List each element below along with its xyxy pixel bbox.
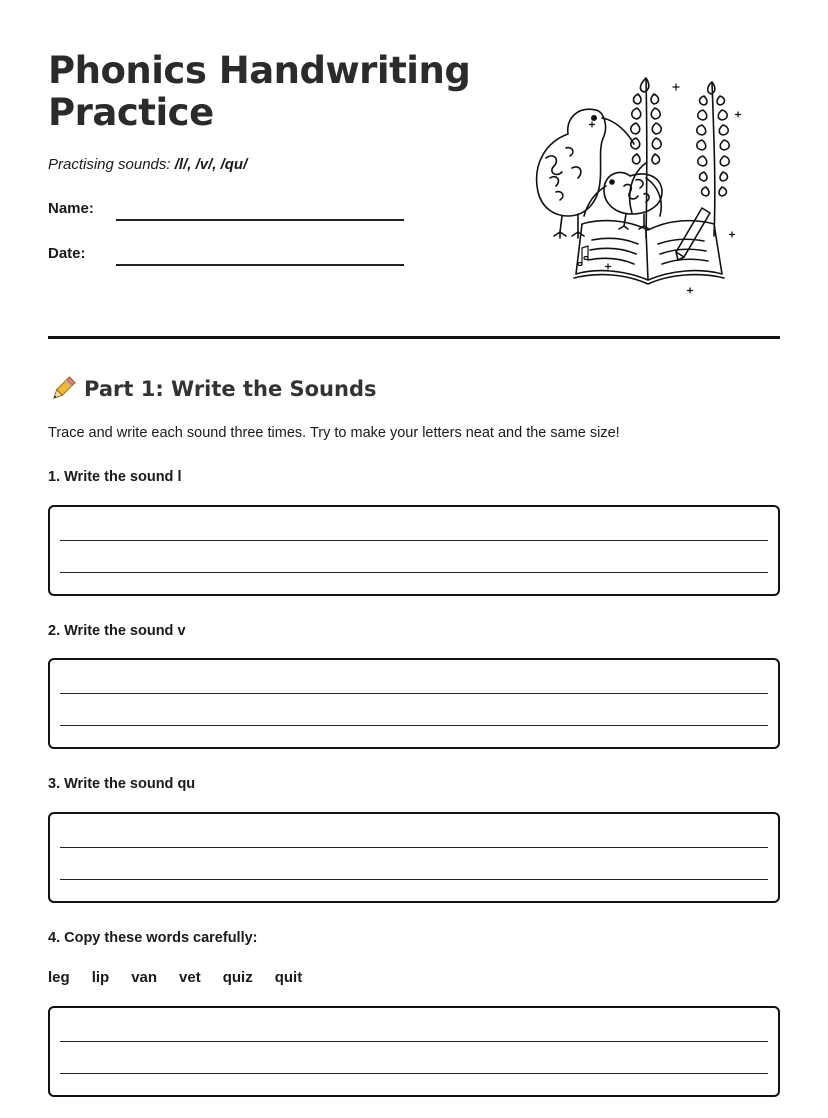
word-item: vet — [179, 969, 201, 986]
writing-line — [60, 725, 768, 726]
writing-line — [60, 693, 768, 694]
name-label: Name: — [48, 200, 94, 217]
writing-line — [60, 879, 768, 880]
name-field-row — [48, 200, 408, 224]
date-field-row — [48, 245, 408, 269]
title-line-2: Practice — [48, 91, 214, 134]
date-label: Date: — [48, 245, 86, 262]
part-1-heading — [48, 372, 377, 406]
word-item: van — [131, 969, 158, 986]
open-book — [574, 221, 724, 284]
word-item: quiz — [222, 969, 253, 986]
section-divider — [48, 336, 780, 339]
pencil-drawing — [676, 208, 710, 260]
part-1-title: Part 1: Write the Sounds — [84, 377, 377, 401]
question-2-label: 2. Write the sound v — [48, 623, 186, 639]
writing-line — [60, 1041, 768, 1042]
writing-line — [60, 572, 768, 573]
title-line-1: Phonics Handwriting — [48, 49, 471, 92]
question-3-label: 3. Write the sound qu — [48, 776, 196, 792]
writing-line — [60, 847, 768, 848]
word-item: leg — [48, 969, 70, 986]
pencil-icon — [48, 374, 78, 404]
instructions-text: Trace and write each sound three times. Try to make your letters neat and the same size! — [48, 425, 620, 441]
subtitle-sounds: /l/, /v/, /qu/ — [174, 156, 248, 173]
kiwi-birds-book-illustration — [526, 68, 758, 298]
writing-line — [60, 540, 768, 541]
word-list — [48, 969, 324, 986]
writing-box-2[interactable] — [48, 658, 780, 749]
question-1-label: 1. Write the sound l — [48, 469, 182, 485]
flower-stalk-right — [697, 82, 730, 236]
worksheet-page — [48, 0, 780, 1118]
kiwi-bird-large — [537, 109, 634, 238]
writing-box-3[interactable] — [48, 812, 780, 903]
writing-box-1[interactable] — [48, 505, 780, 596]
word-item: quit — [274, 969, 303, 986]
question-4-label: 4. Copy these words carefully: — [48, 930, 258, 946]
page-title — [48, 50, 488, 134]
name-line[interactable] — [116, 219, 404, 221]
subtitle-prefix: Practising sounds: — [48, 156, 175, 173]
writing-box-4[interactable] — [48, 1006, 780, 1097]
word-item: lip — [91, 969, 110, 986]
subtitle — [48, 156, 247, 173]
date-line[interactable] — [116, 264, 404, 266]
writing-line — [60, 1073, 768, 1074]
